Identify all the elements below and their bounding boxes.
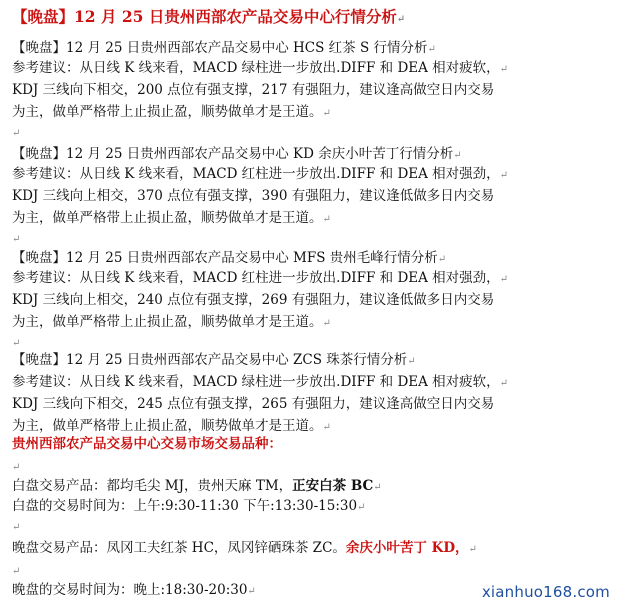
- day-hours-line: [12, 498, 365, 516]
- paragraph-mark-icon: ↵: [12, 234, 21, 245]
- night-hours-line: [12, 582, 256, 600]
- section-heading-text: 【晚盘】12 月 25 日贵州西部农产品交易中心 ZCS 珠茶行情分析: [12, 352, 408, 368]
- section-heading-text: 【晚盘】12 月 25 日贵州西部农产品交易中心 HCS 红茶 S 行情分析: [12, 40, 428, 56]
- paragraph-mark-icon: ↵: [499, 170, 509, 181]
- analysis-line: [12, 418, 331, 436]
- paragraph-mark-icon: ↵: [407, 356, 416, 367]
- paragraph-mark-icon: ↵: [322, 108, 331, 119]
- night-hours-text: 晚盘的交易时间为：晚上:18:30-20:30: [12, 582, 248, 598]
- analysis-line: [12, 166, 508, 184]
- day-products-text: 白盘交易产品：都均毛尖 MJ，贵州天麻 TM，: [12, 478, 293, 494]
- paragraph-mark-icon: ↵: [357, 502, 366, 513]
- day-hours-text: 白盘的交易时间为：上午:9:30-11:30 下午:13:30-15:30: [12, 498, 358, 514]
- analysis-line: [12, 314, 331, 332]
- analysis-line: [12, 104, 331, 122]
- analysis-text: 参考建议：从日线 K 线来看，MACD 红柱进一步放出.DIFF 和 DEA 相对强劲，: [12, 166, 500, 182]
- varieties-heading-text: 贵州西部农产品交易中心交易市场交易品种：: [12, 436, 282, 452]
- section-heading: [12, 352, 416, 370]
- paragraph-mark-icon: ↵: [322, 318, 331, 329]
- paragraph-mark-icon: ↵: [12, 462, 21, 473]
- empty-paragraph: [12, 518, 20, 536]
- analysis-line: [12, 210, 331, 228]
- night-products-text: 晚盘交易产品：凤冈工夫红茶 HC，凤冈锌硒珠茶 ZC。: [12, 540, 346, 556]
- section-heading: [12, 40, 436, 58]
- paragraph-mark-icon: ↵: [499, 274, 509, 285]
- paragraph-mark-icon: ↵: [437, 254, 447, 265]
- paragraph-mark-icon: ↵: [499, 378, 509, 389]
- paragraph-mark-icon: ↵: [12, 338, 21, 349]
- analysis-text: KDJ 三线向下相交，200 点位有强支撑，217 有强阻力，建议逢高做空日内交易: [12, 82, 495, 98]
- paragraph-mark-icon: ↵: [427, 44, 436, 55]
- paragraph-mark-icon: ↵: [396, 14, 406, 25]
- day-products-line: [12, 478, 382, 496]
- night-products-highlight: 余庆小叶苦丁 KD，: [345, 540, 469, 556]
- section-heading: [12, 250, 446, 268]
- paragraph-mark-icon: ↵: [12, 128, 21, 139]
- section-heading: [12, 146, 462, 164]
- analysis-text: KDJ 三线向下相交，245 点位有强支撑，265 有强阻力，建议逢高做空日内交易: [12, 396, 495, 412]
- analysis-text: KDJ 三线向上相交，370 点位有强支撑，390 有强阻力，建议逢低做多日内交易: [12, 188, 495, 204]
- empty-paragraph: [12, 334, 20, 352]
- analysis-line: [12, 292, 494, 309]
- analysis-line: [12, 374, 508, 392]
- analysis-line: [12, 270, 508, 288]
- paragraph-mark-icon: ↵: [322, 214, 331, 225]
- empty-paragraph: [12, 562, 20, 580]
- analysis-text: 参考建议：从日线 K 线来看，MACD 红柱进一步放出.DIFF 和 DEA 相对强劲，: [12, 270, 500, 286]
- analysis-text: 参考建议：从日线 K 线来看，MACD 绿柱进一步放出.DIFF 和 DEA 相对疲软，: [12, 60, 500, 76]
- document-title-text: 【晚盘】12 月 25 日贵州西部农产品交易中心行情分析: [12, 7, 397, 26]
- varieties-heading: [12, 436, 282, 453]
- analysis-text: 为主，做单严格带上止损止盈，顺势做单才是王道。: [12, 314, 323, 330]
- empty-paragraph: [12, 458, 20, 476]
- analysis-line: [12, 82, 494, 99]
- paragraph-mark-icon: ↵: [499, 64, 509, 75]
- analysis-line: [12, 396, 494, 413]
- analysis-line: [12, 188, 494, 205]
- paragraph-mark-icon: ↵: [468, 544, 477, 555]
- section-heading-text: 【晚盘】12 月 25 日贵州西部农产品交易中心 MFS 贵州毛峰行情分析: [12, 250, 438, 266]
- paragraph-mark-icon: ↵: [453, 150, 462, 161]
- analysis-text: 参考建议：从日线 K 线来看，MACD 绿柱进一步放出.DIFF 和 DEA 相对疲软，: [12, 374, 500, 390]
- site-watermark: xianhuo168.com: [481, 583, 610, 601]
- paragraph-mark-icon: ↵: [12, 522, 21, 533]
- analysis-text: 为主，做单严格带上止损止盈，顺势做单才是王道。: [12, 418, 323, 434]
- analysis-text: KDJ 三线向上相交，240 点位有强支撑，269 有强阻力，建议逢低做多日内交易: [12, 292, 495, 308]
- analysis-text: 为主，做单严格带上止损止盈，顺势做单才是王道。: [12, 210, 323, 226]
- paragraph-mark-icon: ↵: [12, 566, 21, 577]
- analysis-line: [12, 60, 508, 78]
- night-products-line: [12, 540, 477, 558]
- day-products-highlight: 正安白茶 BC: [292, 478, 374, 494]
- analysis-text: 为主，做单严格带上止损止盈，顺势做单才是王道。: [12, 104, 323, 120]
- section-heading-text: 【晚盘】12 月 25 日贵州西部农产品交易中心 KD 余庆小叶苦丁行情分析: [12, 146, 454, 162]
- paragraph-mark-icon: ↵: [247, 586, 256, 597]
- empty-paragraph: [12, 124, 20, 142]
- paragraph-mark-icon: ↵: [373, 482, 382, 493]
- paragraph-mark-icon: ↵: [322, 422, 331, 433]
- empty-paragraph: [12, 230, 20, 248]
- document-title: [12, 8, 405, 28]
